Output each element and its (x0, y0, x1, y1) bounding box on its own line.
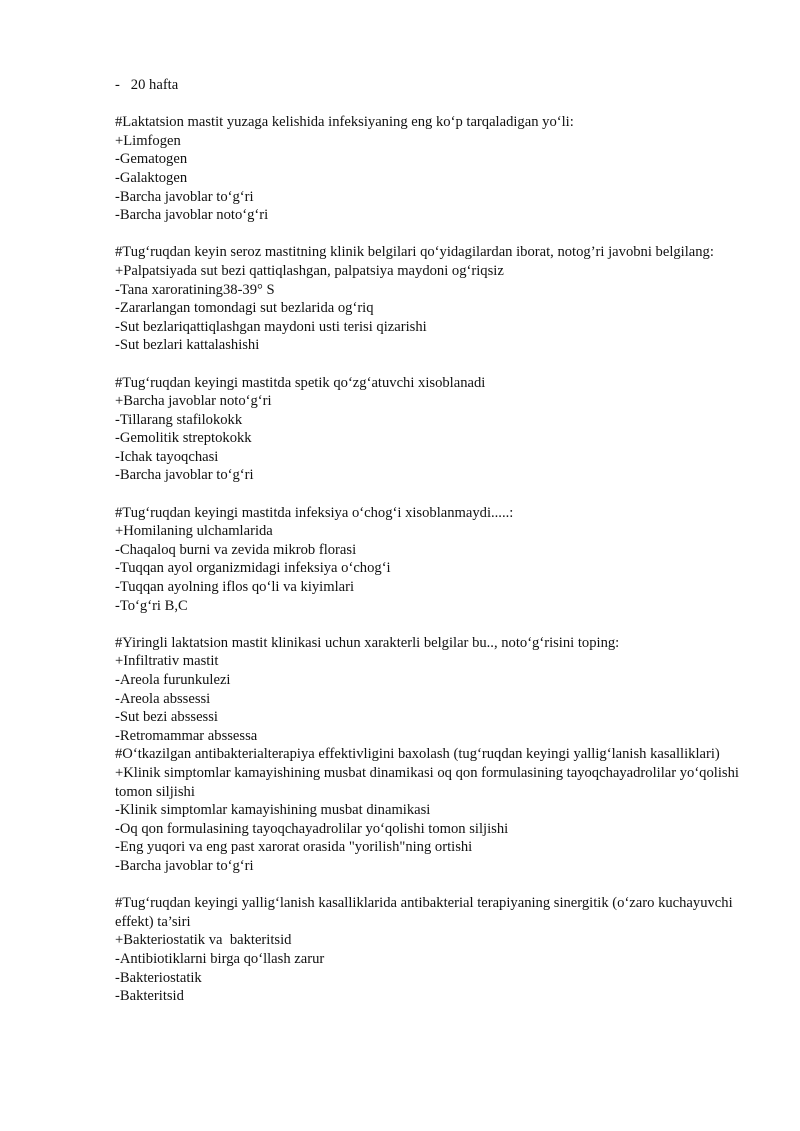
question-block (115, 634, 745, 746)
document-body (115, 76, 745, 1006)
question-text: #Tug‘ruqdan keyingi mastitda infeksiya o‘chog‘i xisoblanmaydi.....: (115, 504, 514, 521)
answer-option: +Bakteriostatik va bakteritsid (115, 932, 292, 949)
question-text: #Tug‘ruqdan keyingi yallig‘lanish kasalliklarida antibakterial terapiyaning sinergitik (o‘zaro kuchayuvchi effekt) ta’siri (115, 895, 737, 930)
answer-option: -Barcha javoblar to‘g‘ri (115, 467, 254, 484)
answer-option: -Antibiotiklarni birga qo‘llash zarur (115, 950, 325, 967)
answer-option: -Barcha javoblar to‘g‘ri (115, 857, 254, 874)
answer-option: -Sut bezi abssessi (115, 709, 218, 726)
answer-option: +Palpatsiyada sut bezi qattiqlashgan, palpatsiya maydoni og‘riqsiz (115, 262, 504, 279)
answer-option: -Barcha javoblar noto‘g‘ri (115, 207, 269, 224)
answer-option: -Tuqqan ayol organizmidagi infeksiya o‘chog‘i (115, 560, 391, 577)
question-text: #O‘tkazilgan antibakterialterapiya effektivligini baxolash (tug‘ruqdan keyingi yallig‘lanish kasalliklari) (115, 746, 720, 763)
question-text: #Tug‘ruqdan keyin seroz mastitning klinik belgilari qo‘yidagilardan iborat, notog’ri javobni belgilang: (115, 244, 714, 261)
answer-option: -Tillarang stafilokokk (115, 411, 243, 428)
question-text: #Tug‘ruqdan keyingi mastitda spetik qo‘zg‘atuvchi xisoblanadi (115, 374, 486, 391)
answer-option: +Homilaning ulchamlarida (115, 523, 273, 540)
answer-option: -Bakteriostatik (115, 969, 202, 986)
question-text: #Yiringli laktatsion mastit klinikasi uchun xarakterli belgilar bu.., noto‘g‘risini toping: (115, 634, 620, 651)
answer-option: -Retromammar abssessa (115, 727, 258, 744)
answer-option: -Ichak tayoqchasi (115, 448, 219, 465)
question-block (115, 113, 745, 225)
question-block (115, 243, 745, 355)
answer-option: +Barcha javoblar noto‘g‘ri (115, 393, 272, 410)
answer-option: -Tuqqan ayolning iflos qo‘li va kiyimlari (115, 579, 355, 596)
answer-option: -Areola furunkulezi (115, 672, 231, 688)
question-block (115, 745, 745, 875)
answer-option: -Sut bezlariqattiqlashgan maydoni usti terisi qizarishi (115, 318, 427, 335)
question-block (115, 374, 745, 486)
answer-option: -Eng yuqori va eng past xarorat orasida "yorilish"ning ortishi (115, 839, 473, 856)
question-block (115, 504, 745, 616)
answer-option: -Zararlangan tomondagi sut bezlarida og‘riq (115, 300, 374, 317)
answer-option: -Gemolitik streptokokk (115, 430, 252, 447)
answer-option: +Limfogen (115, 132, 181, 149)
answer-option: -Galaktogen (115, 169, 188, 186)
answer-option: -Tana xaroratining38-39° S (115, 281, 275, 298)
answer-option: -Gematogen (115, 151, 188, 168)
answer-option: -Bakteritsid (115, 988, 184, 1005)
question-text: #Laktatsion mastit yuzaga kelishida infeksiyaning eng ko‘p tarqaladigan yo‘li: (115, 114, 574, 131)
answer-option: -Klinik simptomlar kamayishining musbat dinamikasi (115, 802, 431, 819)
answer-option: -To‘g‘ri B,C (115, 597, 188, 614)
answer-option: -Areola abssessi (115, 690, 211, 707)
answer-option: -Barcha javoblar to‘g‘ri (115, 188, 254, 205)
answer-option: +Klinik simptomlar kamayishining musbat dinamikasi oq qon formulasining tayoqchayadrolilar yo‘qolishi tomon siljishi (115, 764, 743, 800)
answer-option: -Oq qon formulasining tayoqchayadrolilar yo‘qolishi tomon siljishi (115, 820, 509, 837)
answer-option: -Chaqaloq burni va zevida mikrob florasi (115, 541, 357, 558)
intro-line: - 20 hafta (115, 77, 179, 93)
answer-option: +Infiltrativ mastit (115, 653, 219, 670)
question-block (115, 894, 745, 1006)
answer-option: -Sut bezlari kattalashishi (115, 337, 260, 354)
